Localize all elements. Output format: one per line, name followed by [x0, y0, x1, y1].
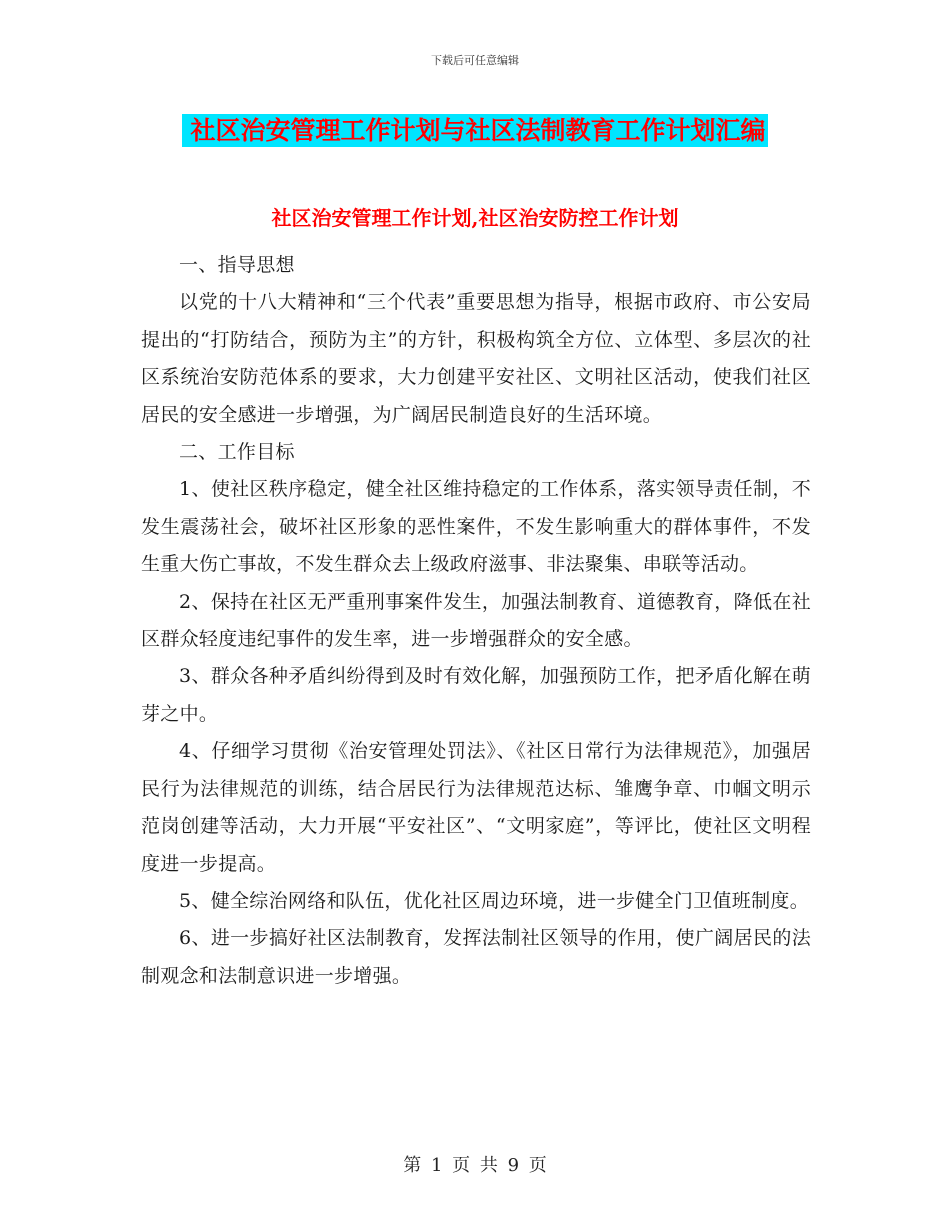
paragraph-goal-4: 4、仔细学习贯彻《治安管理处罚法》、《社区日常行为法律规范》，加强居民行为法律规范的训练，结合居民行为法律规范达标、雏鹰争章、巾帼文明示范岗创建等活动，大力开展“平安社区”、“文明家庭”，等评比，使社区文明程度进一步提高。	[141, 740, 811, 875]
heading-guiding-ideology: 一、指导思想	[179, 254, 295, 276]
paragraph-goal-6: 6、进一步搞好社区法制教育，发挥法制社区领导的作用，使广阔居民的法制观念和法制意识进一步增强。	[141, 927, 811, 987]
document-title: 社区治安管理工作计划与社区法制教育工作计划汇编	[182, 114, 767, 147]
heading-work-goals: 二、工作目标	[179, 441, 295, 464]
paragraph-goal-5: 5、健全综治网络和队伍，优化社区周边环境，进一步健全门卫值班制度。	[179, 889, 809, 912]
document-title-container	[0, 114, 950, 147]
paragraph-goal-1: 1、使社区秩序稳定，健全社区维持稳定的工作体系，落实领导责任制，不发生震荡社会，破坏社区形象的恶性案件，不发生影响重大的群体事件，不发生重大伤亡事故，不发生群众去上级政府滋事、非法聚集、串联等活动。	[141, 478, 811, 576]
paragraph-goal-3: 3、群众各种矛盾纠纷得到及时有效化解，加强预防工作，把矛盾化解在萌芽之中。	[141, 665, 811, 725]
paragraph-guiding-ideology: 以党的十八大精神和“三个代表”重要思想为指导，根据市政府、市公安局提出的“打防结合，预防为主”的方针，积极构筑全方位、立体型、多层次的社区系统治安防范体系的要求，大力创建平安社区、文明社区活动，使我们社区居民的安全感进一步增强，为广阔居民制造良好的生活环境。	[141, 291, 811, 426]
page-number-footer: 第 1 页 共 9 页	[403, 1155, 547, 1176]
page-header-note: 下载后可任意编辑	[431, 54, 519, 67]
document-body	[141, 247, 811, 995]
section-title: 社区治安管理工作计划,社区治安防控工作计划	[271, 206, 679, 230]
paragraph-goal-2: 2、保持在社区无严重刑事案件发生，加强法制教育、道德教育，降低在社区群众轻度违纪事件的发生率，进一步增强群众的安全感。	[141, 590, 811, 651]
